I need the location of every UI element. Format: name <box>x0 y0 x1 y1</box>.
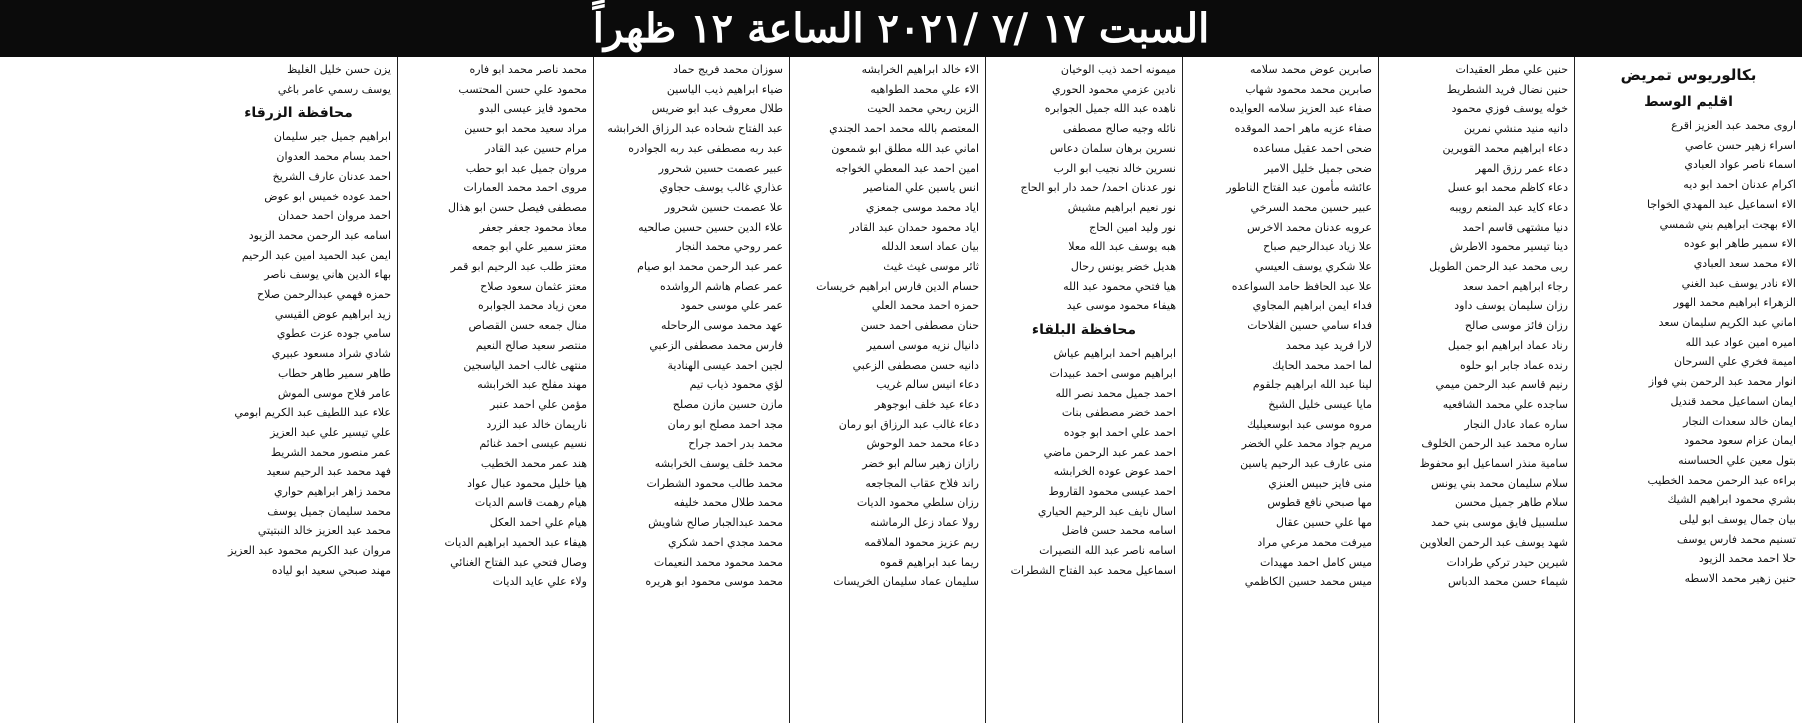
column-1 <box>1574 57 1802 723</box>
name-entry: نادين عزمي محمود الحوري <box>1052 82 1176 96</box>
name-entry: اسامه ناصر عبد الله النصيرات <box>1039 544 1176 558</box>
name-entry: محمد طلال محمد خليفه <box>673 496 783 510</box>
name-entry: ضياء ابراهيم ذيب الياسين <box>666 82 783 96</box>
name-entry: عهد محمد موسى الرحاحله <box>661 319 783 333</box>
name-entry: ناهده عبد الله جميل الجوابره <box>1044 102 1176 116</box>
name-entry: مروه موسى عبد ابوسعيليك <box>1246 417 1372 431</box>
name-entry: عمر منصور محمد الشريط <box>270 445 391 459</box>
name-entry: صفاء عزيه ماهر احمد الموقده <box>1234 122 1372 136</box>
column-5 <box>789 57 985 723</box>
name-list <box>992 344 1176 580</box>
name-entry: الاء نادر يوسف عبد الغني <box>1681 276 1796 290</box>
name-entry: انس ياسين علي المناصير <box>863 181 979 195</box>
name-entry: ريم عزيز محمود الملاقمه <box>864 535 979 549</box>
name-entry: شادي شراد مسعود عبيري <box>271 347 391 361</box>
name-entry: محمد عبد العزيز خالد النبتيتي <box>257 524 391 538</box>
name-entry: ايمن عبد الحميد امين عبد الرحيم <box>241 248 391 262</box>
name-entry: اميمة فخري علي السرحان <box>1674 355 1796 369</box>
name-entry: دعاء عمر رزق المهر <box>1475 161 1568 175</box>
name-entry: رجاء ابراهيم احمد سعد <box>1462 279 1568 293</box>
name-entry: ايمان خالد سعدات النجار <box>1683 414 1796 428</box>
name-entry: يوسف رسمي عامر باغي <box>277 82 391 96</box>
name-entry: ربى محمد عبد الرحمن الطويل <box>1429 260 1568 274</box>
column-2 <box>1378 57 1574 723</box>
name-entry: محمود علي حسن المحتسب <box>458 82 587 96</box>
name-entry: مهند صبحي سعيد ابو لياده <box>271 563 391 577</box>
column-7 <box>397 57 593 723</box>
name-entry: لما احمد محمد الحايك <box>1272 358 1372 372</box>
column-3 <box>1182 57 1378 723</box>
name-entry: علا شكري يوسف العيسي <box>1255 260 1372 274</box>
name-entry: سامي جوده عزت عطوي <box>276 327 391 341</box>
name-entry: ميرفت محمد مرعي مراد <box>1257 535 1372 549</box>
column-8 <box>200 57 397 723</box>
name-entry: فداء سامي حسين الفلاحات <box>1247 319 1372 333</box>
name-entry: ميمونه احمد ذيب الوخيان <box>1060 63 1176 76</box>
name-entry: معتز طلب عبد الرحيم ابو قمر <box>450 260 587 274</box>
column-6 <box>593 57 789 723</box>
name-entry: ضحى احمد عقيل مساعده <box>1252 141 1372 155</box>
name-entry: ساره عماد عادل النجار <box>1464 417 1568 431</box>
name-entry: تسنيم محمد فارس يوسف <box>1676 532 1796 546</box>
name-entry: بيان عماد اسعد الدلله <box>881 240 979 254</box>
name-entry: صابرين عوض محمد سلامه <box>1250 63 1372 76</box>
name-entry: هيام رهمت قاسم الديات <box>474 496 587 510</box>
name-entry: بتول معين علي الحساسنه <box>1678 453 1796 467</box>
name-entry: فهد محمد عبد الرحيم سعيد <box>266 465 391 479</box>
name-entry: معتز سمير علي ابو جمعه <box>471 240 587 254</box>
name-entry: ضحى جميل خليل الامير <box>1264 161 1372 175</box>
name-entry: شهد يوسف عبد الرحمن العلاوين <box>1419 535 1568 549</box>
name-entry: ساره محمد عبد الرحمن الخلوف <box>1421 437 1568 451</box>
banner-title: السبت ١٧ /٧ /٢٠٢١ الساعة ١٢ ظهراً <box>592 5 1210 52</box>
name-entry: نسرين خالد نجيب ابو الرب <box>1053 161 1176 175</box>
name-entry: منى عارف عبد الرحيم ياسين <box>1240 457 1372 471</box>
name-entry: لؤي محمود ذياب تيم <box>689 378 783 392</box>
name-entry: ابراهيم جميل جبر سليمان <box>273 130 391 144</box>
name-entry: الاء اسماعيل عبد المهدي الخواجا <box>1647 197 1796 211</box>
name-entry: عمر عصام هاشم الرواشده <box>659 279 783 293</box>
name-entry: اكرام عدنان احمد ابو ديه <box>1683 178 1796 192</box>
name-list <box>404 60 587 592</box>
name-entry: لارا فريد عيد محمد <box>1285 338 1372 352</box>
name-entry: ابراهيم احمد ابراهيم عياش <box>1053 347 1176 361</box>
name-entry: حمزه فهمي عبدالرحمن صلاح <box>256 288 391 302</box>
name-entry: نور عدنان احمد/ حمد دار ابو الحاج <box>1020 181 1176 195</box>
name-list <box>796 60 979 592</box>
name-entry: صفاء عبد العزيز سلامه العوايده <box>1229 102 1372 116</box>
name-entry: اسماء ناصر عواد العبادي <box>1684 158 1796 172</box>
name-entry: محمد طالب محمود الشطرات <box>646 476 783 490</box>
name-entry: رزان سليمان يوسف داود <box>1454 299 1568 313</box>
program-heading: بكالوريوس تمريض <box>1620 66 1757 84</box>
name-entry: دعاء غالب عبد الرزاق ابو رمان <box>838 417 979 431</box>
name-entry: هيام علي احمد العكل <box>489 516 587 530</box>
name-entry: حسام الدين فارس ابراهيم خريسات <box>816 279 979 293</box>
name-entry: هيا فتحي محمود عبد الله <box>1063 279 1176 293</box>
name-entry: دعاء محمد حمد الوحوش <box>866 437 979 451</box>
name-entry: سامية منذر اسماعيل ابو محفوظ <box>1419 457 1568 471</box>
name-entry: احمد جميل محمد نصر الله <box>1055 386 1176 400</box>
name-entry: شيماء حسن محمد الدباس <box>1447 575 1568 589</box>
name-entry: محمد سليمان جميل يوسف <box>267 504 391 518</box>
column-4 <box>985 57 1182 723</box>
name-entry: سلام طاهر جميل محسن <box>1454 496 1568 510</box>
name-entry: طاهر سمير طاهر حطاب <box>278 366 391 380</box>
name-entry: سلسبيل فايق موسى بني حمد <box>1431 516 1568 530</box>
name-entry: مهند مفلح عبد الخرابشه <box>477 378 587 392</box>
name-entry: ايمان اسماعيل محمد قنديل <box>1670 394 1796 408</box>
name-entry: اروى محمد عبد العزيز اقرع <box>1671 119 1796 132</box>
name-entry: مريم جواد محمد علي الخضر <box>1241 437 1372 451</box>
name-entry: هبه يوسف عبد الله معلا <box>1068 240 1176 254</box>
name-entry: احمد عيسى محمود القاروط <box>1048 485 1176 499</box>
name-entry: نسرين برهان سلمان دعاس <box>1049 141 1176 155</box>
name-entry: اسراء زهير حسن عاصي <box>1685 138 1796 152</box>
name-entry: بشري محمود ابراهيم الشيك <box>1667 493 1796 507</box>
name-entry: طلال معروف عبد ابو ضريس <box>651 102 783 116</box>
name-entry: هيفاء محمود موسى عيد <box>1066 299 1176 313</box>
date-banner <box>0 0 1802 57</box>
name-entry: عبد الفتاح شحاده عبد الرزاق الخرابشه <box>607 122 783 136</box>
name-entry: رزان سلطي محمود الديات <box>856 496 979 510</box>
name-entry: اميره امين عواد عبد الله <box>1685 335 1796 349</box>
name-entry: شيرين حيدر تركي طرادات <box>1446 555 1568 569</box>
name-entry: رنيم قاسم عبد الرحمن ميمي <box>1435 378 1568 392</box>
name-entry: احمد بسام محمد العدوان <box>276 150 391 164</box>
name-entry: احمد عدنان عارف الشريخ <box>272 169 391 183</box>
name-entry: حنين زهير محمد الاسطه <box>1684 572 1796 586</box>
name-entry: احمد علي احمد ابو جوده <box>1063 425 1176 439</box>
name-entry: امين احمد عبد المعطي الخواجه <box>835 161 979 175</box>
name-entry: دانيه حسن مصطفى الزعبي <box>852 358 979 372</box>
name-entry: دانيه منيد منشي نمرين <box>1463 122 1568 136</box>
name-entry: سوزان محمد فريج حماد <box>673 63 783 76</box>
name-entry: هيفاء عبد الحميد ابراهيم الديات <box>444 535 587 549</box>
section-heading-zarqa: محافظة الزرقاء <box>244 105 353 122</box>
name-entry: رناد عماد ابراهيم ابو جميل <box>1447 338 1568 352</box>
name-entry: نور نعيم ابراهيم مشيش <box>1067 200 1176 214</box>
name-entry: دنيا مشتهى قاسم احمد <box>1462 220 1568 234</box>
name-entry: الاء محمد سعد العبادي <box>1693 256 1796 270</box>
name-entry: عامر فلاح موسى الموش <box>277 386 391 400</box>
name-entry: نور وليد امين الحاج <box>1089 220 1176 234</box>
name-entry: سليمان عماد سليمان الخريسات <box>833 575 979 589</box>
name-entry: دعاء عيد خلف ابوجوهر <box>874 397 979 411</box>
name-entry: مؤمن علي احمد عنبر <box>490 397 587 411</box>
name-entry: رنده عماد جابر ابو حلوه <box>1459 358 1568 372</box>
name-entry: محمد موسى محمود ابو هريره <box>645 575 783 589</box>
name-entry: منى فايز حبيس العنزي <box>1268 476 1372 490</box>
name-entry: محمد محمود محمد النعيمات <box>653 555 783 569</box>
name-entry: عمر علي موسى حمود <box>680 299 783 313</box>
name-entry: احمد مروان احمد حمدان <box>278 209 391 223</box>
name-entry: يزن حسن خليل الغليظ <box>287 63 391 76</box>
name-list <box>206 127 391 580</box>
name-entry: اسال نايف عبد الرحيم الحياري <box>1037 504 1176 518</box>
name-entry: علا زياد عبدالرحيم صباح <box>1263 240 1372 254</box>
name-entry: منتهى غالب احمد الياسجين <box>463 358 587 372</box>
name-entry: دانيال نزيه موسى اسمير <box>866 338 979 352</box>
name-entry: محمد زاهر ابراهيم حواري <box>274 485 391 499</box>
name-entry: دعاء انيس سالم غريب <box>876 378 979 392</box>
name-entry: عمر عبد الرحمن محمد ابو صيام <box>637 260 783 274</box>
name-entry: معن زياد محمد الجوابره <box>478 299 587 313</box>
name-entry: عمر روحي محمد النجار <box>676 240 783 254</box>
name-entry: هند عمر محمد الخطيب <box>480 457 587 471</box>
name-entry: ثائر موسى غيث غيث <box>883 260 979 274</box>
name-entry: مروان جميل عبد ابو حطب <box>465 161 587 175</box>
name-entry: مها صبحي نافع قطوس <box>1267 496 1372 510</box>
name-entry: ساجده علي محمد الشافعيه <box>1442 397 1568 411</box>
name-entry: مجد احمد مصلح ابو رمان <box>667 417 783 431</box>
name-entry: معتز عثمان سعود صلاح <box>480 279 587 293</box>
name-entry: لينا عبد الله ابراهيم جلقوم <box>1252 378 1372 392</box>
name-entry: خوله يوسف فوزي محمود <box>1451 102 1568 116</box>
name-entry: محمد مجدي احمد شكري <box>668 535 783 549</box>
name-entry: اماني عبد الله مطلق ابو شمعون <box>831 141 979 155</box>
name-entry: مرام حسين عبد القادر <box>485 141 587 155</box>
name-entry: ميس كامل احمد مهيدات <box>1260 555 1372 569</box>
name-entry: الزين ربحي محمد الحيت <box>867 102 979 116</box>
name-entry: علاء الدين حسين حسين صالحيه <box>638 220 783 234</box>
name-entry: محمد ناصر محمد ابو فاره <box>469 63 587 76</box>
name-entry: رولا عماد زعل الرماشنه <box>870 516 979 530</box>
name-entry: ريما عبد ابراهيم قموه <box>880 555 979 569</box>
name-entry: مراد سعيد محمد ابو حسين <box>464 122 587 136</box>
name-entry: محمود فايز عيسى البدو <box>479 102 587 116</box>
name-entry: علا عصمت حسين شحرور <box>664 200 783 214</box>
name-list <box>206 60 391 99</box>
name-list <box>600 60 783 592</box>
name-entry: علاء عبد اللطيف عبد الكريم ابومي <box>234 406 391 420</box>
name-entry: اسماعيل محمد عبد الفتاح الشطرات <box>1010 563 1176 577</box>
name-entry: منال جمعه حسن القصاص <box>468 319 587 333</box>
name-entry: براءه عبد الرحمن محمد الخطيب <box>1647 473 1796 487</box>
name-entry: محمد عبدالجبار صالح شاويش <box>648 516 783 530</box>
name-entry: رزان فائز موسى صالح <box>1464 319 1568 333</box>
name-entry: احمد عوده خميس ابو عوض <box>264 189 391 203</box>
name-list <box>1189 60 1372 592</box>
name-entry: حنين علي مطر العقيدات <box>1455 63 1568 76</box>
name-entry: الاء سمير طاهر ابو عوده <box>1683 237 1796 251</box>
name-entry: هيا خليل محمود عبال عواد <box>467 476 587 490</box>
name-entry: حنين نضال فريد الشطريط <box>1446 82 1568 96</box>
name-entry: مروان عبد الكريم محمود عبد العزيز <box>228 544 391 558</box>
name-entry: حلا احمد محمد الزيود <box>1698 552 1796 566</box>
name-entry: مروى احمد محمد العمارات <box>463 181 587 195</box>
name-entry: نسيم عيسى احمد غنائم <box>479 437 587 451</box>
name-entry: معاذ محمود جعفر جعفر <box>479 220 587 234</box>
name-entry: الزهراء ابراهيم محمد الهور <box>1673 296 1796 310</box>
name-entry: حنان مصطفى احمد حسن <box>860 319 979 333</box>
name-entry: عروبه عدنان محمد الاخرس <box>1247 220 1372 234</box>
name-entry: احمد عمر عبد الرحمن ماضي <box>1043 445 1176 459</box>
name-entry: فارس محمد مصطفى الزعبي <box>649 338 783 352</box>
name-entry: علا عبد الحافظ حامد السواعده <box>1231 279 1372 293</box>
name-entry: انوار محمد عبد الرحمن بني فواز <box>1648 375 1796 389</box>
name-entry: بيان جمال يوسف ابو ليلى <box>1679 513 1796 527</box>
name-entry: اياد محمد موسى جمعزي <box>865 200 979 214</box>
name-entry: صابرين محمد محمود شهاب <box>1245 82 1372 96</box>
name-entry: لجين احمد عيسى الهنادية <box>667 358 783 372</box>
name-entry: الاء خالد ابراهيم الخرابشه <box>861 63 979 76</box>
name-entry: مصطفى فيصل حسن ابو هذال <box>447 200 587 214</box>
name-entry: محمد بدر احمد جراح <box>688 437 783 451</box>
name-entry: راند فلاح عقاب المجاجعه <box>865 476 979 490</box>
name-entry: علي تيسير علي عبد العزيز <box>270 425 391 439</box>
name-entry: نائله وجيه صالح مصطفى <box>1062 122 1176 136</box>
name-entry: اماني عبد الكريم سليمان سعد <box>1658 316 1796 330</box>
name-entry: ناريمان خالد عبد الزرد <box>486 417 587 431</box>
name-entry: عبير عصمت حسين شحرور <box>658 161 783 175</box>
name-entry: هديل خضر يونس رحال <box>1070 260 1176 274</box>
name-entry: حمزه احمد محمد العلي <box>871 299 979 313</box>
name-entry: وصال فتحي عبد الفتاح الغنائي <box>450 555 587 569</box>
name-entry: عائشه مأمون عبد الفتاح الناطور <box>1226 181 1372 195</box>
name-entry: محمد خلف يوسف الخرابشه <box>654 457 783 471</box>
name-entry: زيد ابراهيم عوض القيسي <box>274 307 391 321</box>
name-entry: ميس محمد حسين الكاظمي <box>1244 575 1372 589</box>
name-list <box>992 60 1176 316</box>
region-heading: اقليم الوسط <box>1644 94 1733 110</box>
name-entry: اسامه عبد الرحمن محمد الزيود <box>248 228 391 242</box>
name-entry: مازن حسين مازن مصلح <box>672 397 783 411</box>
name-entry: دعاء ابراهيم محمد القويرين <box>1442 141 1568 155</box>
name-entry: مها علي حسين عقال <box>1276 516 1372 530</box>
name-entry: رازان زهير سالم ابو خضر <box>862 457 979 471</box>
name-entry: الاء علي محمد الطواهيه <box>870 82 979 96</box>
name-entry: منتصر سعيد صالح النعيم <box>475 338 587 352</box>
name-entry: المعتصم بالله محمد احمد الجندي <box>829 122 979 136</box>
name-entry: اياد محمود حمدان عبد القادر <box>849 220 979 234</box>
name-entry: بهاء الدين هاني يوسف ناصر <box>264 268 391 282</box>
name-entry: عبد ربه مصطفى عبد ربه الجوادره <box>628 141 783 155</box>
name-list <box>1581 116 1796 589</box>
name-entry: الاء بهجت ابراهيم بني شمسي <box>1659 217 1796 231</box>
name-entry: عبير حسين محمد السرخي <box>1250 200 1372 214</box>
name-entry: ايمان عزام سعود محمود <box>1684 434 1796 448</box>
name-entry: مايا عيسى خليل الشيخ <box>1268 397 1372 411</box>
name-entry: ابراهيم موسى احمد عبيدات <box>1049 366 1176 380</box>
name-columns <box>0 57 1802 723</box>
name-entry: سلام سليمان محمد بني يونس <box>1430 476 1568 490</box>
name-entry: عذاري غالب يوسف حجاوي <box>659 181 783 195</box>
name-entry: دعاء كايد عبد المنعم رويبه <box>1449 200 1568 214</box>
name-entry: احمد عوض عوده الخرابشه <box>1053 465 1176 479</box>
name-entry: اسامه محمد حسن فاضل <box>1061 524 1176 538</box>
name-entry: فداء ايمن ابراهيم المجاوي <box>1252 299 1372 313</box>
name-entry: احمد خضر مصطفى بنات <box>1061 406 1176 420</box>
name-entry: ولاء علي عايد الديات <box>492 575 587 589</box>
section-heading-balqa: محافظة البلقاء <box>1031 322 1137 339</box>
name-entry: دينا تيسير محمود الاطرش <box>1449 240 1568 254</box>
name-list <box>1385 60 1568 592</box>
name-entry: دعاء كاظم محمد ابو عسل <box>1447 181 1568 195</box>
